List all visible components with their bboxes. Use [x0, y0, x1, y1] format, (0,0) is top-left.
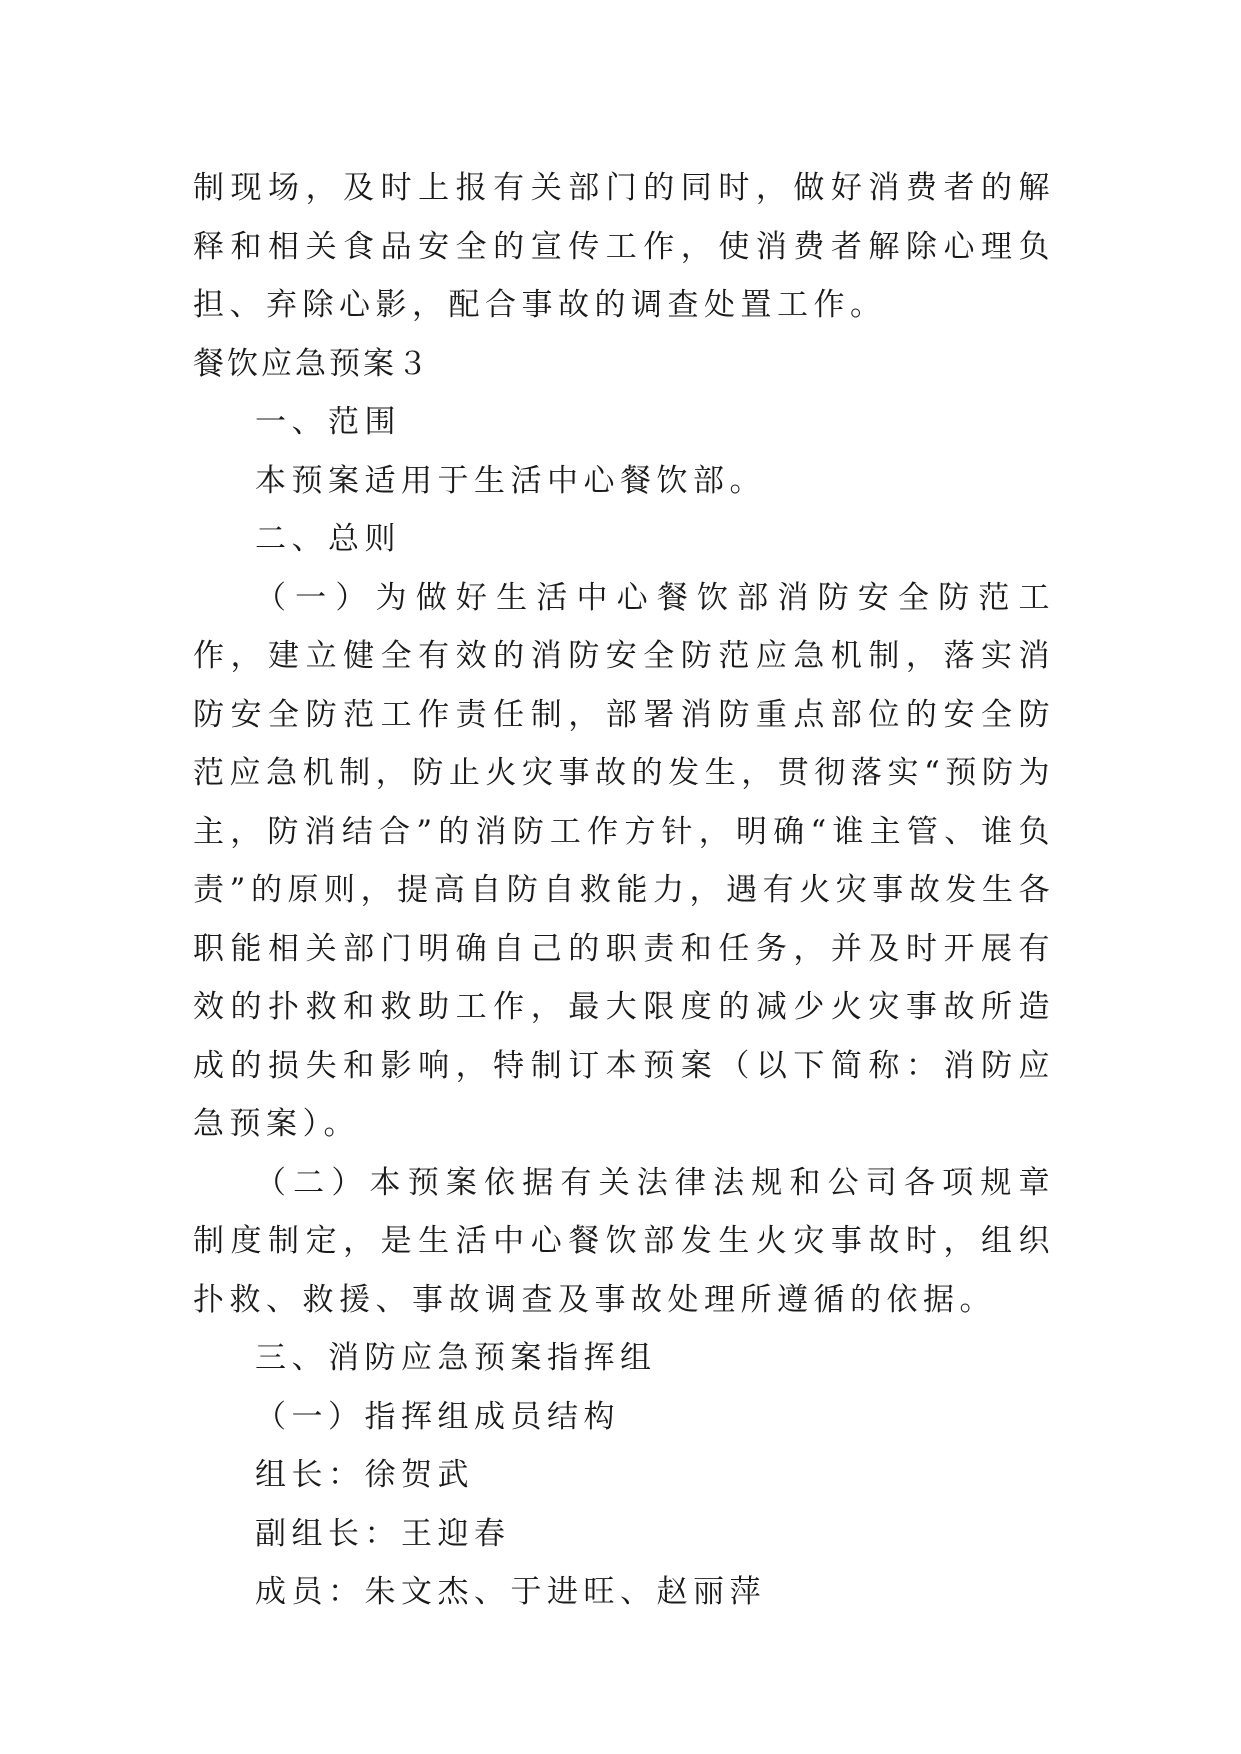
document-body — [193, 159, 1055, 1622]
section-title: 餐饮应急预案３ — [193, 345, 431, 382]
paragraph-scope: 本预案适用于生活中心餐饮部。 — [255, 462, 766, 499]
group-members: 成员：朱文杰、于进旺、赵丽萍 — [255, 1574, 766, 1610]
paragraph-continuation: 制现场，及时上报有关部门的同时，做好消费者的解释和相关食品安全的宣传工作，使消费者解除心理负担、弃除心影，配合事故的调查处置工作。 — [193, 170, 1055, 323]
heading-command-group: 三、消防应急预案指挥组 — [255, 1340, 657, 1376]
group-deputy-leader: 副组长：王迎春 — [255, 1515, 511, 1552]
paragraph-general-1: （一）为做好生活中心餐饮部消防安全防范工作，建立健全有效的消防安全防范应急机制，落实消防安全防范工作责任制，部署消防重点部位的安全防范应急机制，防止火灾事故的发生，贯彻落实“预防为主，防消结合”的消防工作方针，明确“谁主管、谁负责”的原则，提高自防自救能力，遇有火灾事故发生各职能相关部门明确自己的职责和任务，并及时开展有效的扑救和救助工作，最大限度的减少火灾事故所造成的损失和影响，特制订本预案（以下简称：消防应急预案）。 — [193, 579, 1055, 1142]
heading-general: 二、总则 — [255, 521, 401, 557]
subheading-group-structure: （一）指挥组成员结构 — [255, 1398, 620, 1435]
paragraph-general-2: （二）本预案依据有关法律法规和公司各项规章制度制定，是生活中心餐饮部发生火灾事故时，组织扑救、救援、事故调查及事故处理所遵循的依据。 — [193, 1164, 1055, 1318]
heading-scope: 一、范围 — [255, 404, 401, 440]
group-leader: 组长：徐贺武 — [255, 1457, 474, 1493]
